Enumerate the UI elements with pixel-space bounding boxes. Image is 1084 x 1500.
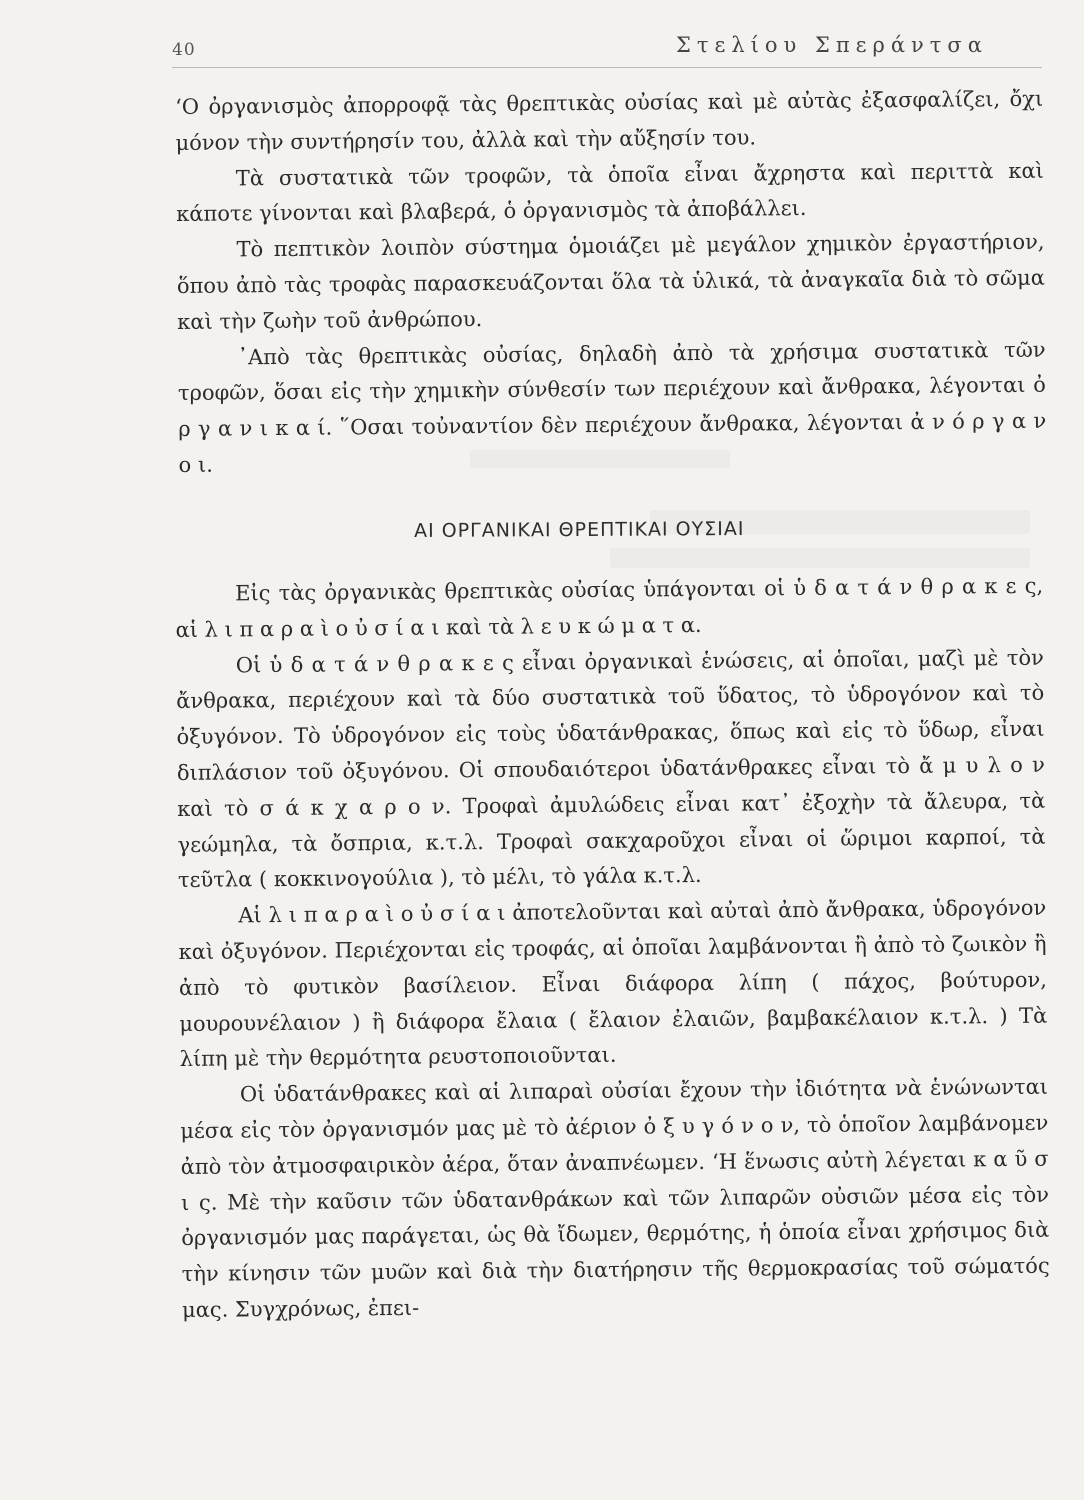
section-heading: ΑΙ ΟΡΓΑΝΙΚΑΙ ΘΡΕΠΤΙΚΑΙ ΟΥΣΙΑΙ [414, 517, 745, 542]
paragraph: ᾿Απὸ τὰς θρεπτικὰς οὐσίας, δηλαδὴ ἀπὸ τὰ χρήσιμα συστατικὰ τῶν τροφῶν, ὅσαι εἰς τὴν χημικὴν σύνθεσίν των περιέχουν καὶ ἄνθρακα, λέγονται ὀ ρ γ α ν ι κ α ί. ῞Οσαι τοὐναντίον δὲν περιέχουν ἄνθρακα, λέγονται ἀ ν ό ρ γ α ν ο ι. [177, 337, 1047, 477]
header-rule [172, 67, 1042, 68]
paragraph: Οἱ ὑ δ α τ ά ν θ ρ α κ ε ς εἶναι ὀργανικαὶ ἑνώσεις, αἱ ὁποῖαι, μαζὶ μὲ τὸν ἄνθρακα, περιέχουν καὶ τὰ δύο συστατικὰ τοῦ ὕδατος, τὸ ὑδρογόνον καὶ τὸ ὀξυγόνον. Τὸ ὑδρογόνον εἰς τοὺς ὑδατάνθρακας, ὅπως καὶ εἰς τὸ ὕδωρ, εἶναι διπλάσιον τοῦ ὀξυγόνου. Οἱ σπουδαιότεροι ὑδατάνθρακες εἶναι τὸ ἄ μ υ λ ο ν καὶ τὸ σ ά κ χ α ρ ο ν. Τροφαὶ ἀμυλώδεις εἶναι κατ᾿ ἐξοχὴν τὰ ἄλευρα, τὰ γεώμηλα, τὰ ὄσπρια, κ.τ.λ. Τροφαὶ σακχαροῦχοι εἶναι οἱ ὥριμοι καρποί, τὰ τεῦτλα ( κοκκινογούλια ), τὸ μέλι, τὸ γάλα κ.τ.λ. [176, 645, 1046, 893]
running-title: Στελίου Σπεράντσα [676, 33, 988, 57]
paragraph: ‘Ο ὀργανισμὸς ἀπορροφᾷ τὰς θρεπτικὰς οὐσίας καὶ μὲ αὐτὰς ἐξασφαλίζει, ὄχι μόνον τὴν συντήρησίν του, ἀλλὰ καὶ τὴν αὔξησίν του. [175, 86, 1044, 155]
text-block-bottom [175, 569, 1050, 1329]
show-through-shadow [610, 548, 1030, 568]
paragraph: Τὰ συστατικὰ τῶν τροφῶν, τὰ ὁποῖα εἶναι ἄχρηστα καὶ περιττὰ καὶ κάποτε γίνονται καὶ βλαβερά, ὁ ὀργανισμὸς τὰ ἀποβάλλει. [176, 158, 1044, 227]
paragraph: Οἱ ὑδατάνθρακες καὶ αἱ λιπαραὶ οὐσίαι ἔχουν τὴν ἰδιότητα νὰ ἑνώνωνται μέσα εἰς τὸν ὀργανισμόν μας μὲ τὸ ἀέριον ὀ ξ υ γ ό ν ο ν, τὸ ὁποῖον λαμβάνομεν ἀπὸ τὸν ἀτμοσφαιρικὸν ἀέρα, ὅταν ἀναπνέωμεν. ‘Η ἕνωσις αὐτὴ λέγεται κ α ῦ σ ι ς. Μὲ τὴν καῦσιν τῶν ὑδατανθράκων καὶ τῶν λιπαρῶν οὐσιῶν μέσα εἰς τὸν ὀργανισμόν μας παράγεται, ὡς θὰ ἴδωμεν, θερμότης, ἡ ὁποία εἶναι χρήσιμος διὰ τὴν κίνησιν τῶν μυῶν καὶ διὰ τὴν διατήρησιν τῆς θερμοκρασίας τοῦ σώματός μας. Συγχρόνως, ἐπει- [180, 1074, 1050, 1322]
page-number: 40 [172, 40, 196, 60]
paragraph: Αἱ λ ι π α ρ α ὶ ο ὐ σ ί α ι ἀποτελοῦνται καὶ αὐταὶ ἀπὸ ἄνθρακα, ὑδρογόνον καὶ ὀξυγόνον. Περιέχονται εἰς τροφάς, αἱ ὁποῖαι λαμβάνονται ἢ ἀπὸ τὸ ζωικὸν ἢ ἀπὸ τὸ φυτικὸν βασίλειον. Εἶναι διάφορα λίπη ( πάχος, βούτυρον, μουρουνέλαιον ) ἢ διάφορα ἔλαια ( ἔλαιον ἐλαιῶν, βαμβακέλαιον κ.τ.λ. ) Τὰ λίπη μὲ τὴν θερμότητα ρευστοποιοῦνται. [178, 895, 1048, 1072]
text-block-top [175, 82, 1047, 484]
paragraph: Τὸ πεπτικὸν λοιπὸν σύστημα ὁμοιάζει μὲ μεγάλον χημικὸν ἐργαστήριον, ὅπου ἀπὸ τὰς τροφὰς παρασκευάζονται ὅλα τὰ ὑλικά, τὰ ἀναγκαῖα διὰ τὸ σῶμα καὶ τὴν ζωὴν τοῦ ἀνθρώπου. [176, 229, 1045, 334]
paragraph: Εἰς τὰς ὀργανικὰς θρεπτικὰς οὐσίας ὑπάγονται οἱ ὑ δ α τ ά ν θ ρ α κ ε ς, αἱ λ ι π α ρ α ὶ ο ὐ σ ί α ι καὶ τὰ λ ε υ κ ώ μ α τ α. [175, 573, 1044, 642]
